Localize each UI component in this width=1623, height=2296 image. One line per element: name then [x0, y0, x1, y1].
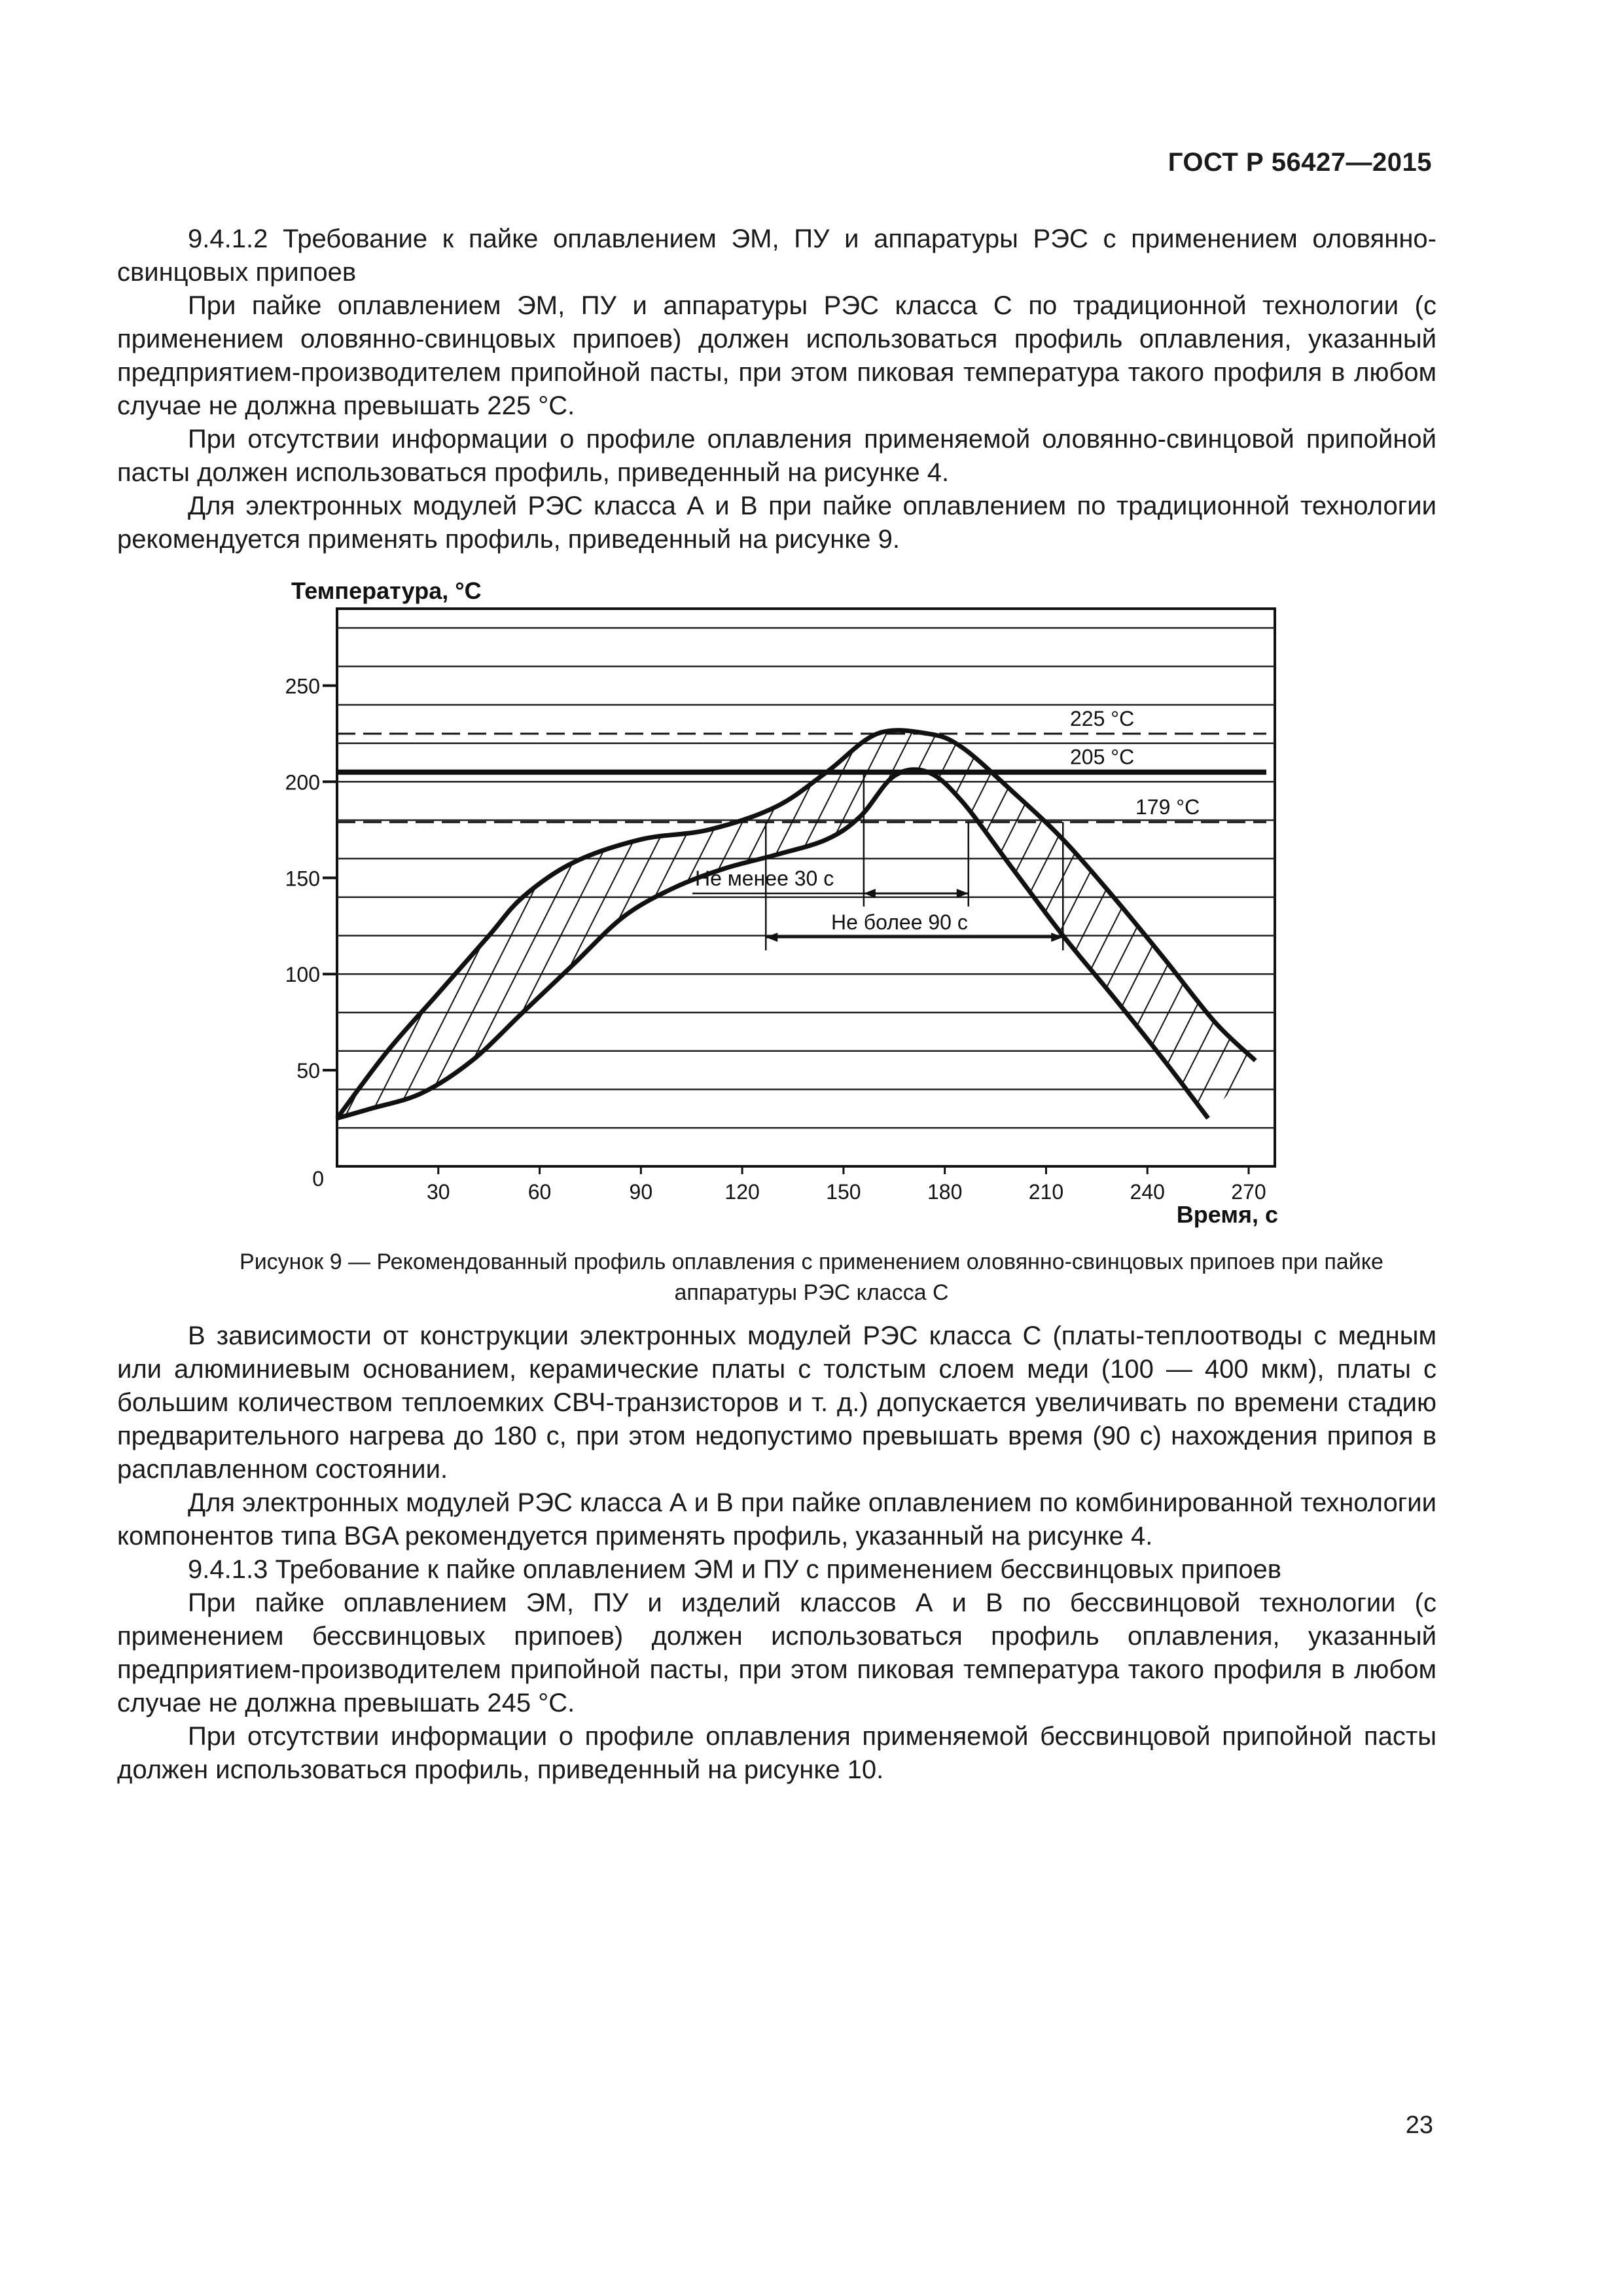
- hatch-line: [1290, 609, 1571, 1166]
- hatch-line: [444, 609, 726, 1166]
- hatch-line: [96, 609, 378, 1166]
- x-axis-label: Время, с: [1176, 1201, 1278, 1228]
- hatch-line: [1315, 609, 1596, 1166]
- page-number: 23: [1405, 2111, 1433, 2139]
- hatch-line: [0, 609, 154, 1166]
- hatch-line: [1265, 609, 1546, 1166]
- y-tick-label: 50: [296, 1059, 320, 1083]
- paragraph: Для электронных модулей РЭС класса А и В при пайке оплавлением по комбинированной технологии компонентов типа BGA рекомендуется применять профиль, указанный на рисунке 4.: [117, 1488, 1436, 1551]
- hatch-line: [22, 609, 303, 1166]
- caption-line: Рисунок 9 — Рекомендованный профиль оплавления с применением оловянно-свинцовых припоев при пайке: [240, 1249, 1383, 1274]
- paragraph: При отсутствии информации о профиле оплавления применяемой оловянно-свинцовой припойной пасты должен использоваться профиль, приведенный на рисунке 4.: [117, 425, 1436, 487]
- hatch-line: [842, 609, 1124, 1166]
- y-tick-label: 150: [285, 867, 320, 891]
- hatch-line: [1166, 609, 1447, 1166]
- hatch-line: [1340, 609, 1621, 1166]
- hatch-line: [0, 609, 104, 1166]
- arrow-head: [766, 933, 777, 942]
- origin-label: 0: [312, 1167, 324, 1191]
- hatch-line: [345, 609, 626, 1166]
- annotation-max-label: Не более 90 с: [831, 910, 968, 934]
- reference-line-label: 205 °С: [1070, 745, 1135, 769]
- paragraph: Для электронных модулей РЭС класса А и В при пайке оплавлением по традиционной технологии рекомендуется применять профиль, приведенный на рисунке 9.: [117, 492, 1436, 554]
- paragraph: 9.4.1.3 Требование к пайке оплавлением ЭМ и ПУ с применением бессвинцовых припоев: [188, 1555, 1282, 1584]
- hatch-line: [0, 609, 54, 1166]
- figure-caption: [98, 1247, 1525, 1308]
- text-block-bottom: [117, 1319, 1436, 1787]
- paragraph: 9.4.1.2 Требование к пайке оплавлением ЭМ, ПУ и аппаратуры РЭС с применением оловянно-свинцовых припоев: [117, 224, 1436, 287]
- x-tick-label: 270: [1231, 1180, 1266, 1204]
- y-axis-label: Температура, °С: [291, 577, 482, 604]
- reference-line-label: 179 °С: [1135, 795, 1200, 819]
- hatch-line: [1240, 609, 1522, 1166]
- hatch-line: [0, 609, 253, 1166]
- hatch-line: [817, 609, 1099, 1166]
- hatch-line: [0, 609, 278, 1166]
- y-tick-label: 200: [285, 770, 320, 795]
- hatch-line: [370, 609, 651, 1166]
- hatch-line: [1091, 609, 1372, 1166]
- hatch-line: [991, 609, 1273, 1166]
- paragraph: В зависимости от конструкции электронных модулей РЭС класса С (платы-теплоотводы с медным или алюминиевым основанием, керамические платы с толстым слоем меди (100 — 400 мкм), платы с большим количеством теплоемких СВЧ-транзисторов и т. д.) допускается увеличивать по времени стадию предварительного нагрева до 180 с, при этом недопустимо превышать время (90 с) нахождения припоя в расплавленном состоянии.: [117, 1321, 1436, 1484]
- paragraph: При отсутствии информации о профиле оплавления применяемой бессвинцовой припойной пасты должен использоваться профиль, приведенный на рисунке 10.: [117, 1722, 1436, 1784]
- hatch-line: [1215, 609, 1497, 1166]
- x-tick-label: 150: [826, 1180, 861, 1204]
- hatch-line: [0, 609, 29, 1166]
- y-tick-label: 100: [285, 963, 320, 987]
- hatch-line: [793, 609, 1074, 1166]
- hatch-line: [892, 609, 1173, 1166]
- hatch-line: [0, 609, 179, 1166]
- hatch-line: [121, 609, 402, 1166]
- hatch-line: [1016, 609, 1298, 1166]
- annotation-min-label: Не менее 30 с: [695, 867, 834, 890]
- x-tick-label: 60: [527, 1180, 552, 1204]
- hatch-line: [0, 609, 129, 1166]
- hatch-line: [1389, 609, 1623, 1166]
- hatch-line: [0, 609, 79, 1166]
- reference-lines: [337, 707, 1266, 822]
- document-code: ГОСТ Р 56427—2015: [1168, 148, 1432, 177]
- hatch-line: [1364, 609, 1623, 1166]
- paragraph: При пайке оплавлением ЭМ, ПУ и аппаратуры РЭС класса С по традиционной технологии (с применением оловянно-свинцовых припоев) должен использоваться профиль оплавления, указанный предприятием-производителем припойной пасты, при этом пиковая температура такого профиля в любом случае не должна превышать 225 °С.: [117, 291, 1436, 420]
- hatch-line: [1190, 609, 1472, 1166]
- hatch-line: [419, 609, 701, 1166]
- x-tick-label: 30: [426, 1180, 450, 1204]
- reference-line-label: 225 °С: [1070, 706, 1135, 730]
- x-tick-label: 240: [1130, 1180, 1165, 1204]
- x-tick-label: 90: [629, 1180, 653, 1204]
- profile-curves: [337, 730, 1255, 1119]
- x-tick-label: 120: [724, 1180, 760, 1204]
- x-tick-label: 210: [1028, 1180, 1064, 1204]
- y-tick-label: 250: [285, 674, 320, 698]
- hatch-line: [0, 609, 204, 1166]
- hatch-line: [1116, 609, 1397, 1166]
- x-tick-label: 180: [927, 1180, 963, 1204]
- paragraph: При пайке оплавлением ЭМ, ПУ и изделий классов А и В по бессвинцовой технологии (с применением бессвинцовых припоев) должен использоваться профиль оплавления, указанный предприятием-производителем припойной пасты, при этом пиковая температура такого профиля в любом случае не должна превышать 245 °С.: [117, 1588, 1436, 1717]
- caption-line: аппаратуры РЭС класса С: [674, 1280, 949, 1305]
- hatch-line: [0, 609, 228, 1166]
- hatch-line: [917, 609, 1198, 1166]
